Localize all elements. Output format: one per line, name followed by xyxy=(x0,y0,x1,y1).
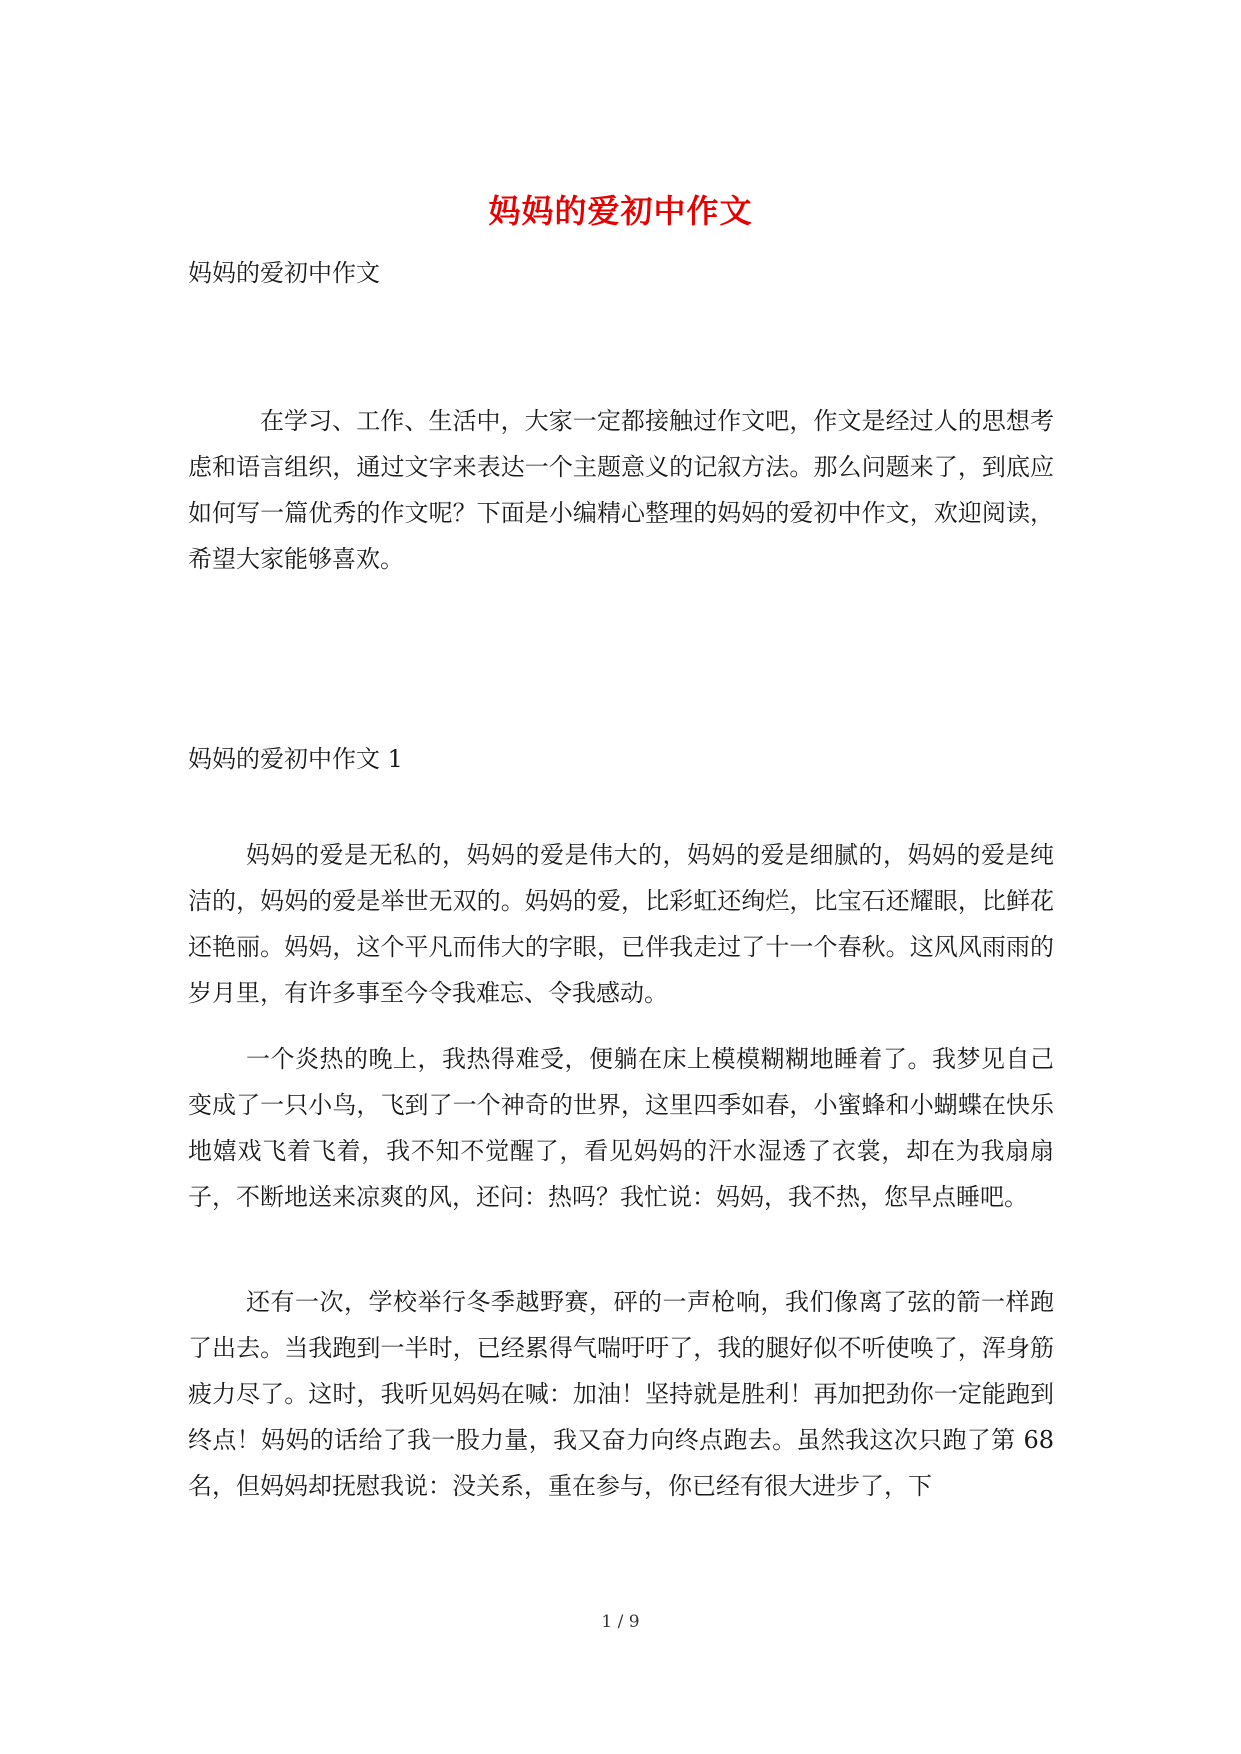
document-subtitle: 妈妈的爱初中作文 xyxy=(188,259,380,287)
body-paragraph-2: 一个炎热的晚上，我热得难受，便躺在床上模模糊糊地睡着了。我梦见自己变成了一只小鸟，飞到了一个神奇的世界，这里四季如春，小蜜蜂和小蝴蝶在快乐地嬉戏飞着飞着，我不知不觉醒了，看见妈妈的汗水湿透了衣裳，却在为我扇扇子，不断地送来凉爽的风，还问：热吗？我忙说：妈妈，我不热，您早点睡吧。 xyxy=(188,1045,1054,1211)
intro-paragraph: 在学习、工作、生活中，大家一定都接触过作文吧，作文是经过人的思想考虑和语言组织，通过文字来表达一个主题意义的记叙方法。那么问题来了，到底应如何写一篇优秀的作文呢？下面是小编精心整理的妈妈的爱初中作文，欢迎阅读，希望大家能够喜欢。 xyxy=(188,407,1054,573)
section-heading: 妈妈的爱初中作文 1 xyxy=(188,745,403,773)
body-paragraph-1: 妈妈的爱是无私的，妈妈的爱是伟大的，妈妈的爱是细腻的，妈妈的爱是纯洁的，妈妈的爱是举世无双的。妈妈的爱，比彩虹还绚烂，比宝石还耀眼，比鲜花还艳丽。妈妈，这个平凡而伟大的字眼，已伴我走过了十一个春秋。这风风雨雨的岁月里，有许多事至今令我难忘、令我感动。 xyxy=(188,841,1054,1007)
page-number: 1 / 9 xyxy=(601,1612,640,1632)
document-title: 妈妈的爱初中作文 xyxy=(488,192,753,230)
body-paragraph-3: 还有一次，学校举行冬季越野赛，砰的一声枪响，我们像离了弦的箭一样跑了出去。当我跑到一半时，已经累得气喘吁吁了，我的腿好似不听使唤了，浑身筋疲力尽了。这时，我听见妈妈在喊：加油！坚持就是胜利！再加把劲你一定能跑到终点！妈妈的话给了我一股力量，我又奋力向终点跑去。虽然我这次只跑了第 68 名，但妈妈却抚慰我说：没关系，重在参与，你已经有很大进步了，下 xyxy=(188,1288,1054,1500)
